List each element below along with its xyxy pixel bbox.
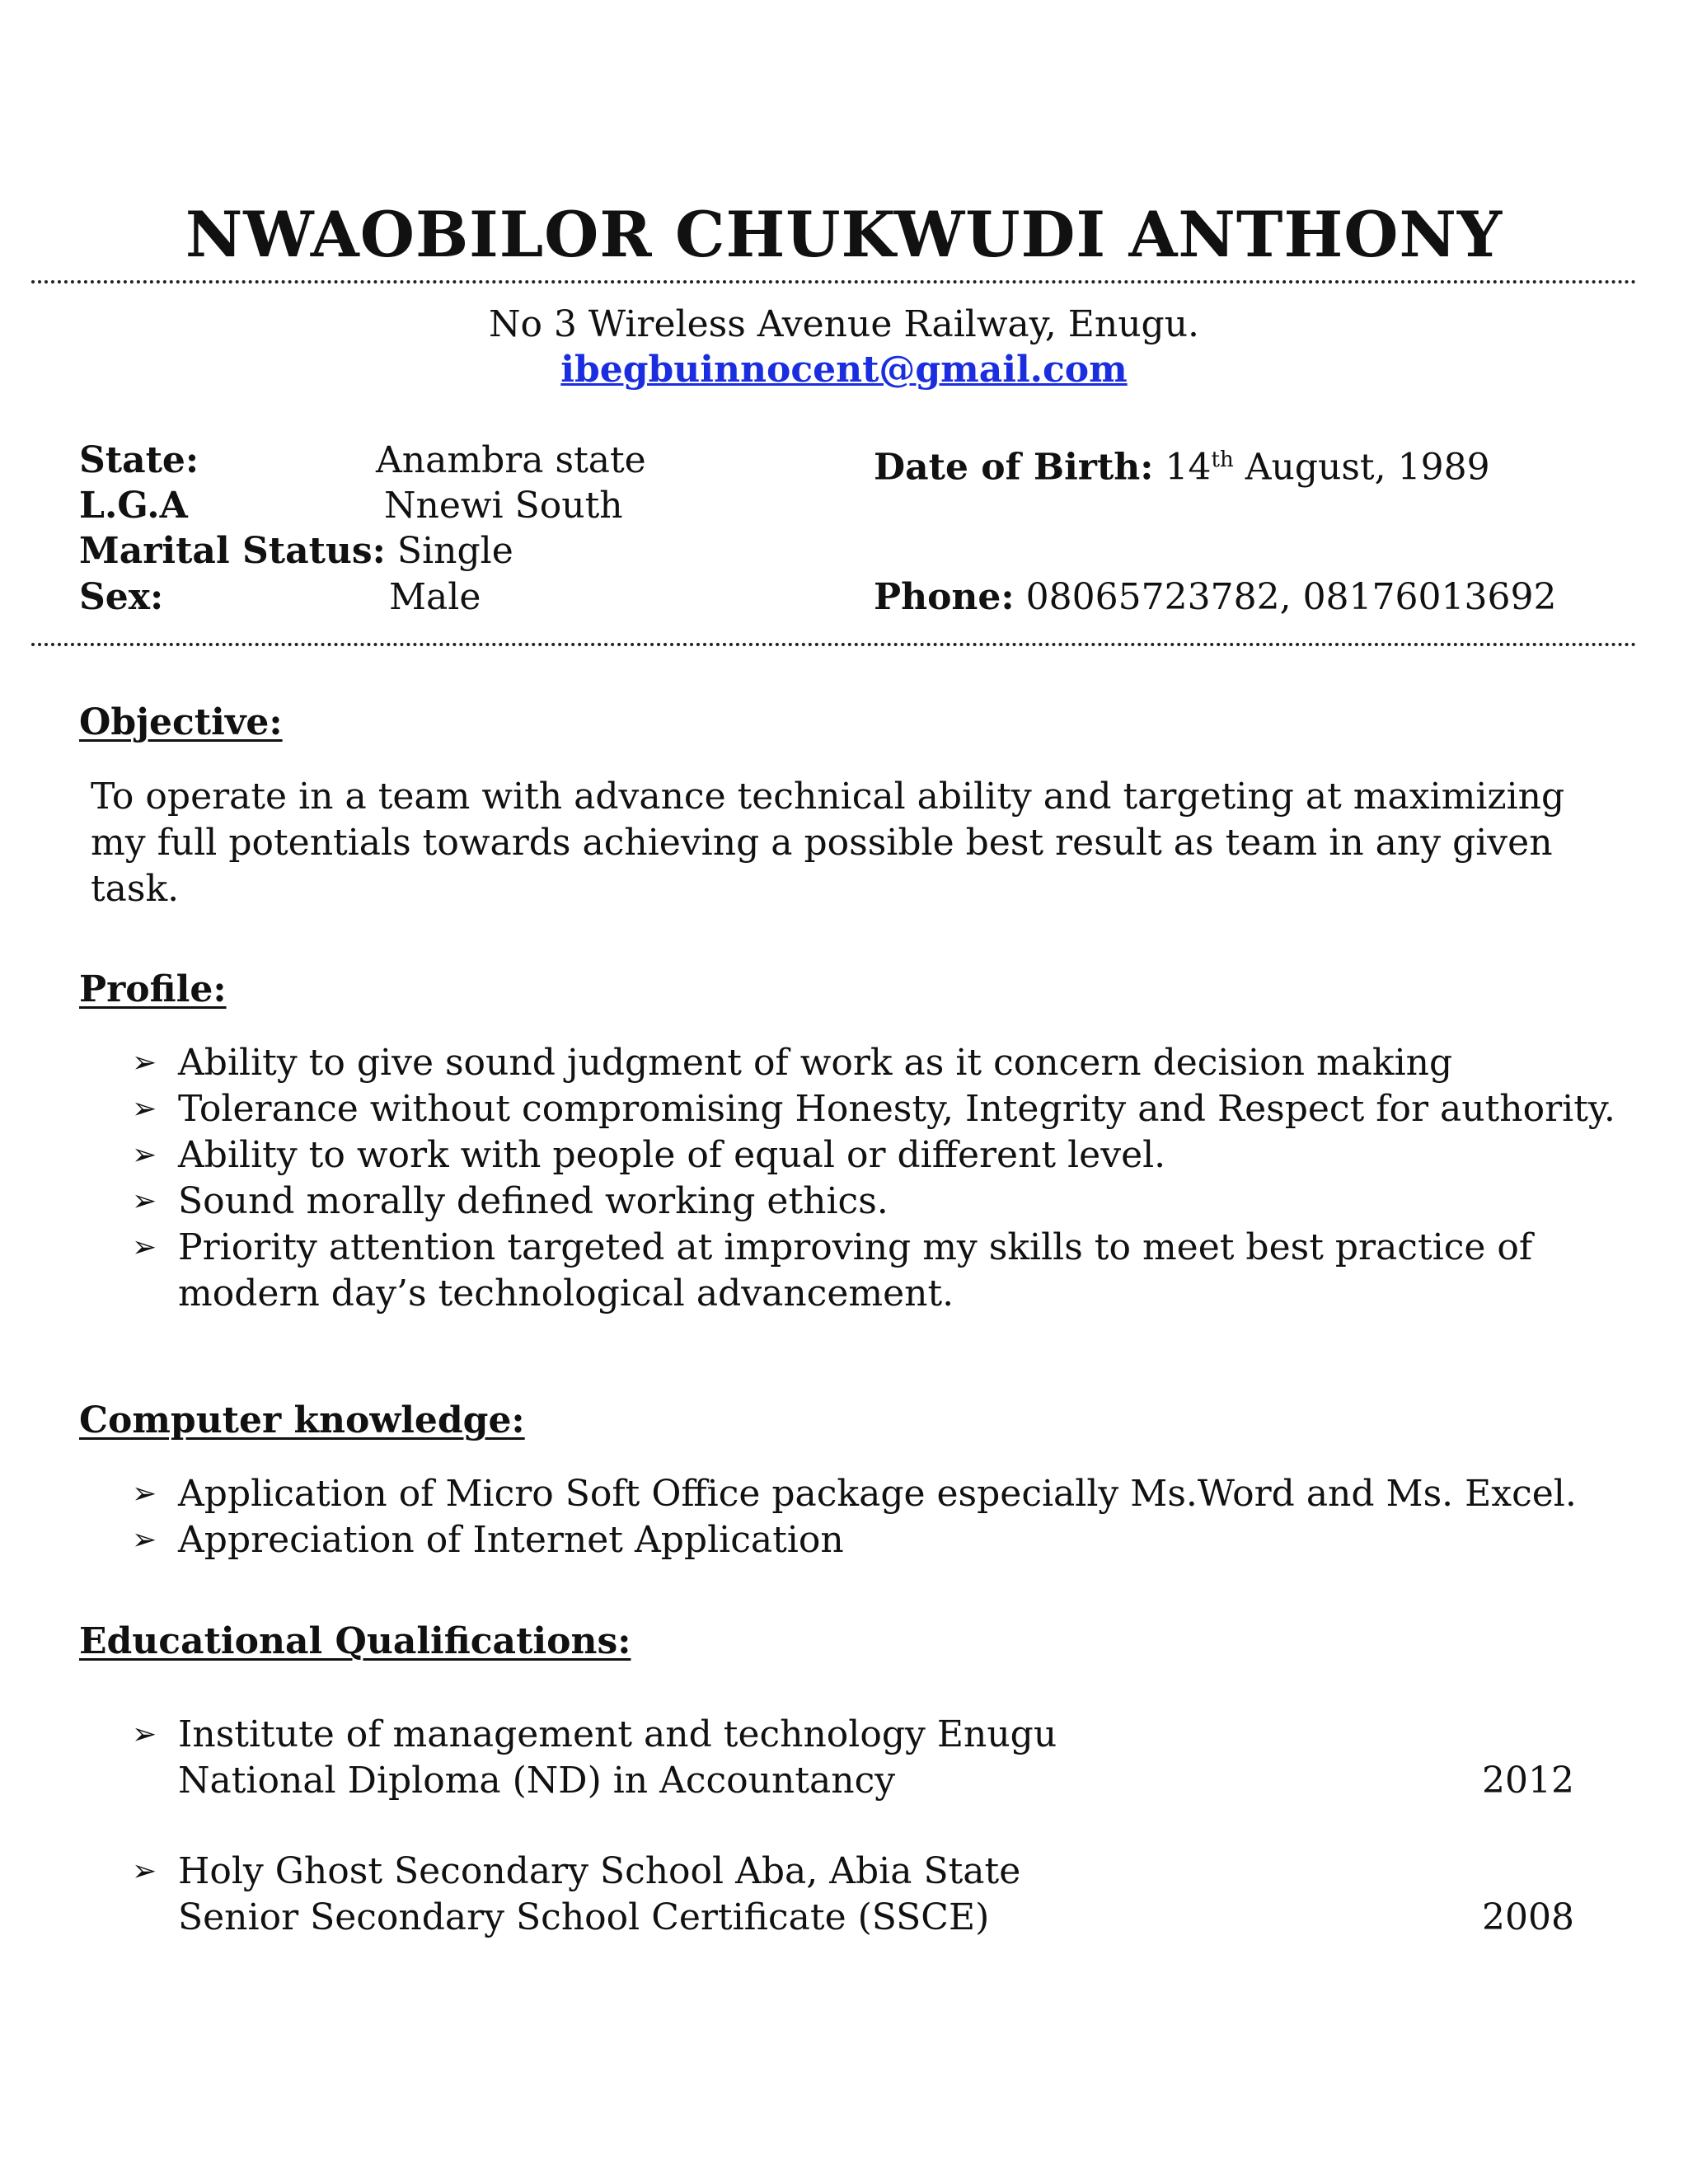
dob-suffix: th bbox=[1211, 448, 1234, 472]
arrow-bullet-icon: ➢ bbox=[132, 1477, 157, 1511]
list-item bbox=[132, 1179, 1624, 1225]
marital-row bbox=[79, 528, 513, 574]
education-institution: Institute of management and technology Enugu bbox=[178, 1713, 1057, 1755]
education-entry bbox=[132, 1849, 1574, 1941]
education-institution: Holy Ghost Secondary School Aba, Abia State bbox=[178, 1850, 1021, 1892]
profile-item-text: Sound morally defined working ethics. bbox=[178, 1180, 889, 1222]
sex-label: Sex: bbox=[79, 576, 164, 618]
list-item bbox=[132, 1086, 1624, 1132]
arrow-bullet-icon: ➢ bbox=[132, 1092, 157, 1126]
email-link-wrapper bbox=[0, 349, 1688, 391]
dob-row bbox=[874, 438, 1490, 490]
phone-value: 08065723782, 08176013692 bbox=[1025, 576, 1557, 618]
arrow-bullet-icon: ➢ bbox=[132, 1718, 157, 1751]
computer-knowledge-list bbox=[132, 1471, 1624, 1563]
lga-value: Nnewi South bbox=[384, 485, 623, 527]
lga-row bbox=[79, 483, 188, 528]
list-item bbox=[132, 1517, 1624, 1563]
candidate-name: NWAOBILOR CHUKWUDI ANTHONY bbox=[185, 198, 1503, 271]
profile-item-text: Ability to work with people of equal or different level. bbox=[178, 1134, 1166, 1176]
education-qualification: National Diploma (ND) in Accountancy bbox=[178, 1760, 896, 1802]
email-link[interactable]: ibegbuinnocent@gmail.com bbox=[560, 349, 1128, 391]
marital-value: Single bbox=[396, 530, 513, 572]
arrow-bullet-icon: ➢ bbox=[132, 1854, 157, 1888]
education-qualification-row bbox=[132, 1895, 1574, 1941]
top-divider bbox=[31, 280, 1637, 284]
state-row bbox=[79, 438, 199, 483]
computer-item-text: Application of Micro Soft Office package especially Ms.Word and Ms. Excel. bbox=[178, 1473, 1577, 1515]
computer-knowledge-heading: Computer knowledge: bbox=[79, 1399, 525, 1441]
sex-value: Male bbox=[389, 576, 481, 618]
state-value: Anambra state bbox=[376, 439, 646, 481]
education-heading: Educational Qualifications: bbox=[79, 1620, 631, 1662]
arrow-bullet-icon: ➢ bbox=[132, 1138, 157, 1172]
education-year: 2012 bbox=[1482, 1760, 1574, 1802]
marital-label: Marital Status: bbox=[79, 530, 386, 572]
education-qualification: Senior Secondary School Certificate (SSCE) bbox=[178, 1896, 990, 1938]
education-qualification-row bbox=[132, 1758, 1574, 1804]
education-entry bbox=[132, 1712, 1574, 1804]
list-item bbox=[132, 1471, 1624, 1517]
objective-text: To operate in a team with advance technical ability and targeting at maximizing my full potentials towards achieving a possible best result as team in any given task. bbox=[91, 776, 1565, 910]
list-item bbox=[132, 1132, 1624, 1179]
dob-rest: August, 1989 bbox=[1233, 446, 1490, 489]
list-item bbox=[132, 1040, 1624, 1086]
education-year: 2008 bbox=[1482, 1896, 1574, 1938]
dob-label: Date of Birth: bbox=[874, 446, 1154, 489]
objective-heading: Objective: bbox=[79, 701, 283, 743]
info-divider bbox=[31, 643, 1637, 646]
education-institution-row bbox=[132, 1712, 1574, 1758]
arrow-bullet-icon: ➢ bbox=[132, 1184, 157, 1218]
list-item bbox=[132, 1225, 1624, 1317]
lga-label: L.G.A bbox=[79, 485, 188, 527]
phone-row bbox=[874, 574, 1557, 620]
arrow-bullet-icon: ➢ bbox=[132, 1523, 157, 1557]
profile-heading: Profile: bbox=[79, 968, 227, 1010]
computer-item-text: Appreciation of Internet Application bbox=[178, 1519, 844, 1561]
profile-item-text: Ability to give sound judgment of work as it concern decision making bbox=[178, 1042, 1453, 1084]
dob-day: 14 bbox=[1165, 446, 1212, 489]
arrow-bullet-icon: ➢ bbox=[132, 1046, 157, 1080]
education-institution-row bbox=[132, 1849, 1574, 1895]
phone-label: Phone: bbox=[874, 576, 1015, 618]
state-label: State: bbox=[79, 439, 199, 481]
address: No 3 Wireless Avenue Railway, Enugu. bbox=[488, 303, 1200, 345]
profile-item-text: Priority attention targeted at improving my skills to meet best practice of modern day’s technological advancement. bbox=[178, 1226, 1533, 1315]
arrow-bullet-icon: ➢ bbox=[132, 1230, 157, 1264]
profile-item-text: Tolerance without compromising Honesty, Integrity and Respect for authority. bbox=[178, 1088, 1615, 1130]
sex-row bbox=[79, 574, 163, 620]
profile-list bbox=[132, 1040, 1624, 1317]
